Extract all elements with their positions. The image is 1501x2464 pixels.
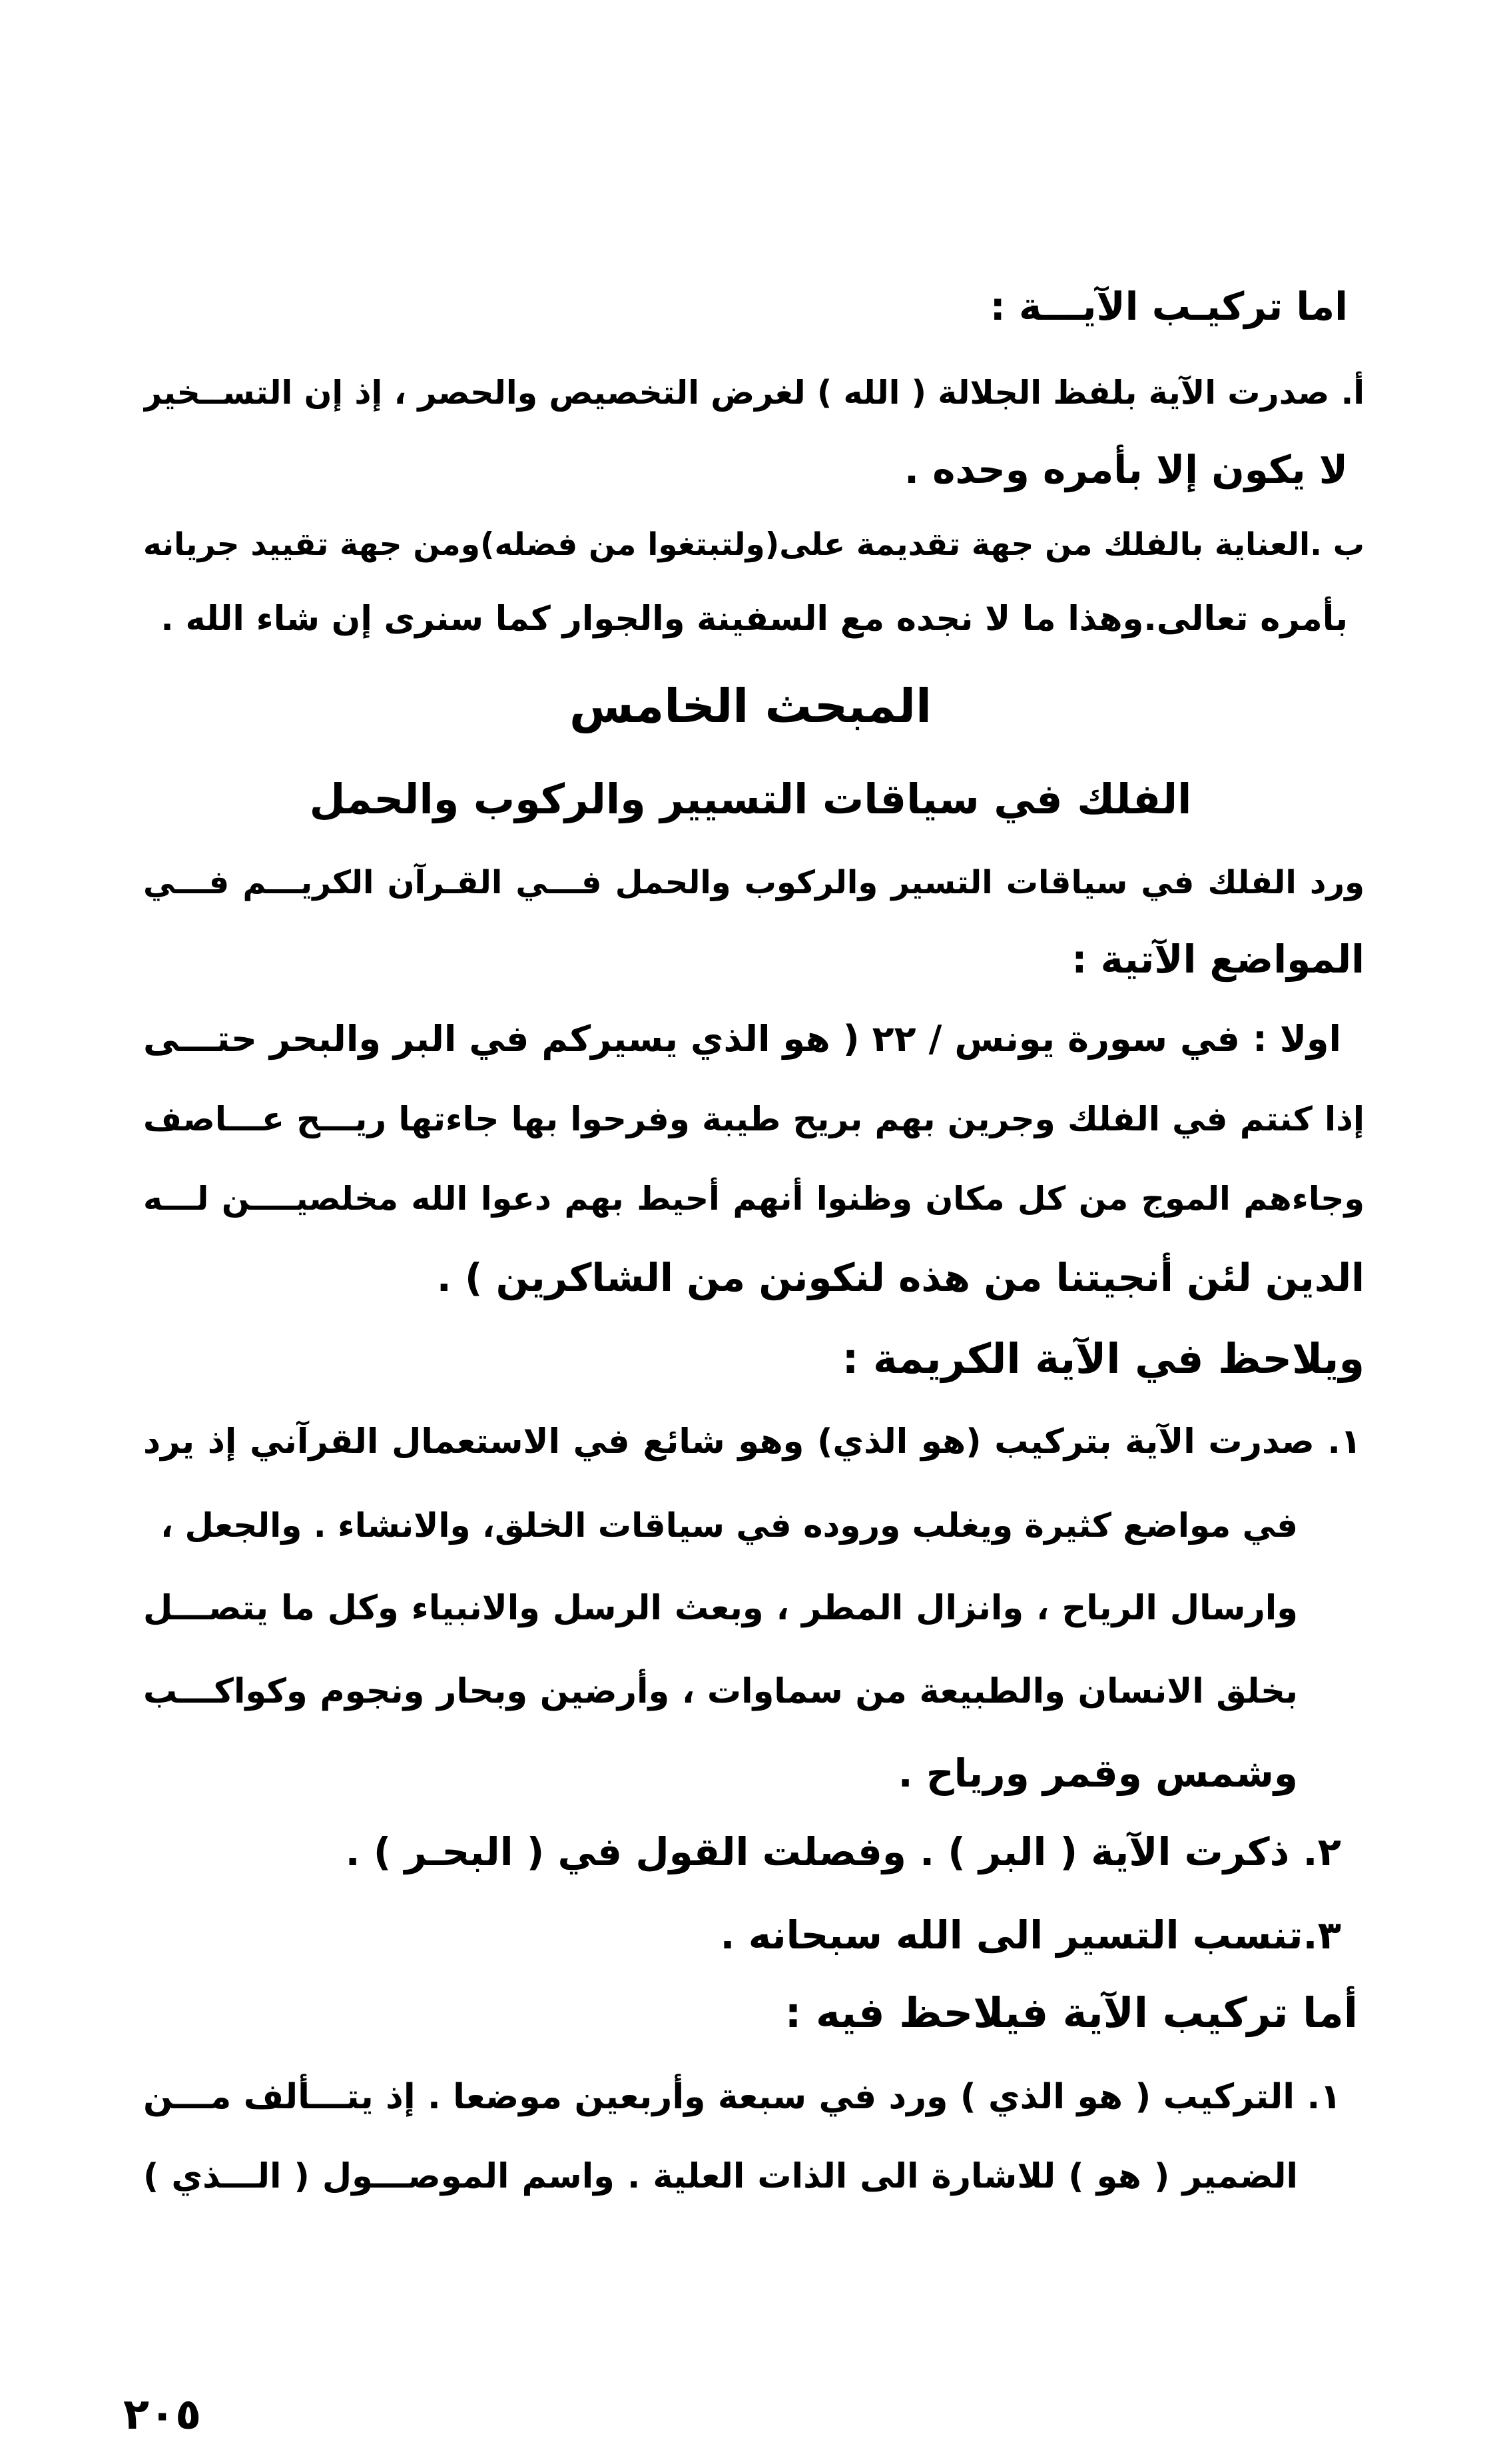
text-line: أ. صدرت الآية بلفظ الجلالة ( الله ) لغرض التخصيص والحصر ، إذ إن التســخير xyxy=(143,374,1364,412)
text-line: وارسال الرياح ، وانزال المطر ، وبعث الرسل والانبياء وكل ما يتصـــل xyxy=(143,1589,1298,1628)
text-line: بأمره تعالى.وهذا ما لا نجده مع السفينة والجوار كما سنرى إن شاء الله . xyxy=(160,600,1348,639)
list-item: ١. التركيب ( هو الذي ) ورد في سبعة وأربعين موضعا . إذ يتـــألف مـــن xyxy=(143,2077,1341,2117)
text-line: بخلق الانسان والطبيعة من سماوات ، وأرضين وبحار ونجوم وكواكـــب xyxy=(143,1672,1298,1711)
text-line: الضمير ( هو ) للاشارة الى الذات العلية . واسم الموصـــول ( الـــذي ) xyxy=(143,2157,1298,2196)
text-line: أما تركيب الآية فيلاحظ فيه : xyxy=(784,1988,1358,2037)
text-line: لا يكون إلا بأمره وحده . xyxy=(904,447,1348,492)
text-line: الدين لئن أنجيتنا من هذه لنكونن من الشاكرين ) . xyxy=(436,1255,1364,1300)
text-line: ب .العناية بالفلك من جهة تقديمة على(ولتبتغوا من فضله)ومن جهة تقييد جريانه xyxy=(143,526,1364,563)
text-line: في مواضع كثيرة ويغلب وروده في سياقات الخلق، والانشاء . والجعل ، xyxy=(160,1506,1298,1545)
list-item: ٢. ذكرت الآية ( البر ) . وفصلت القول في ( البحـر ) . xyxy=(345,1829,1341,1874)
page-number: ٢٠٥ xyxy=(123,2390,202,2439)
list-item: ٣.تنسب التسير الى الله سبحانه . xyxy=(720,1912,1341,1958)
text-line: المواضع الآتية : xyxy=(1071,937,1364,982)
text-line: ويلاحظ في الآية الكريمة : xyxy=(842,1334,1364,1383)
text-line: اما تركيـب الآيـــة : xyxy=(990,284,1348,329)
section-subheading: الفلك في سياقات التسيير والركوب والحمل xyxy=(309,775,1192,823)
text-line: اولا : في سورة يونس / ٢٢ ( هو الذي يسيركم في البر والبحر حتـــى xyxy=(143,1018,1341,1060)
text-line: إذا كنتم في الفلك وجرين بهم بريح طيبة وفرحوا بها جاءتها ريـــح عـــاصف xyxy=(143,1100,1364,1138)
text-line: وجاءهم الموج من كل مكان وظنوا أنهم أحيط بهم دعوا الله مخلصيــــن لـــه xyxy=(143,1180,1364,1218)
text-line: ورد الفلك في سياقات التسير والركوب والحمل فـــي القـرآن الكريـــم فـــي xyxy=(143,864,1364,901)
text-line: وشمس وقمر ورياح . xyxy=(898,1751,1298,1796)
list-item: ١. صدرت الآية بتركيب (هو الذي) وهو شائع في الاستعمال القرآني إذ يرد xyxy=(143,1422,1361,1461)
section-heading: المبحث الخامس xyxy=(569,679,932,733)
